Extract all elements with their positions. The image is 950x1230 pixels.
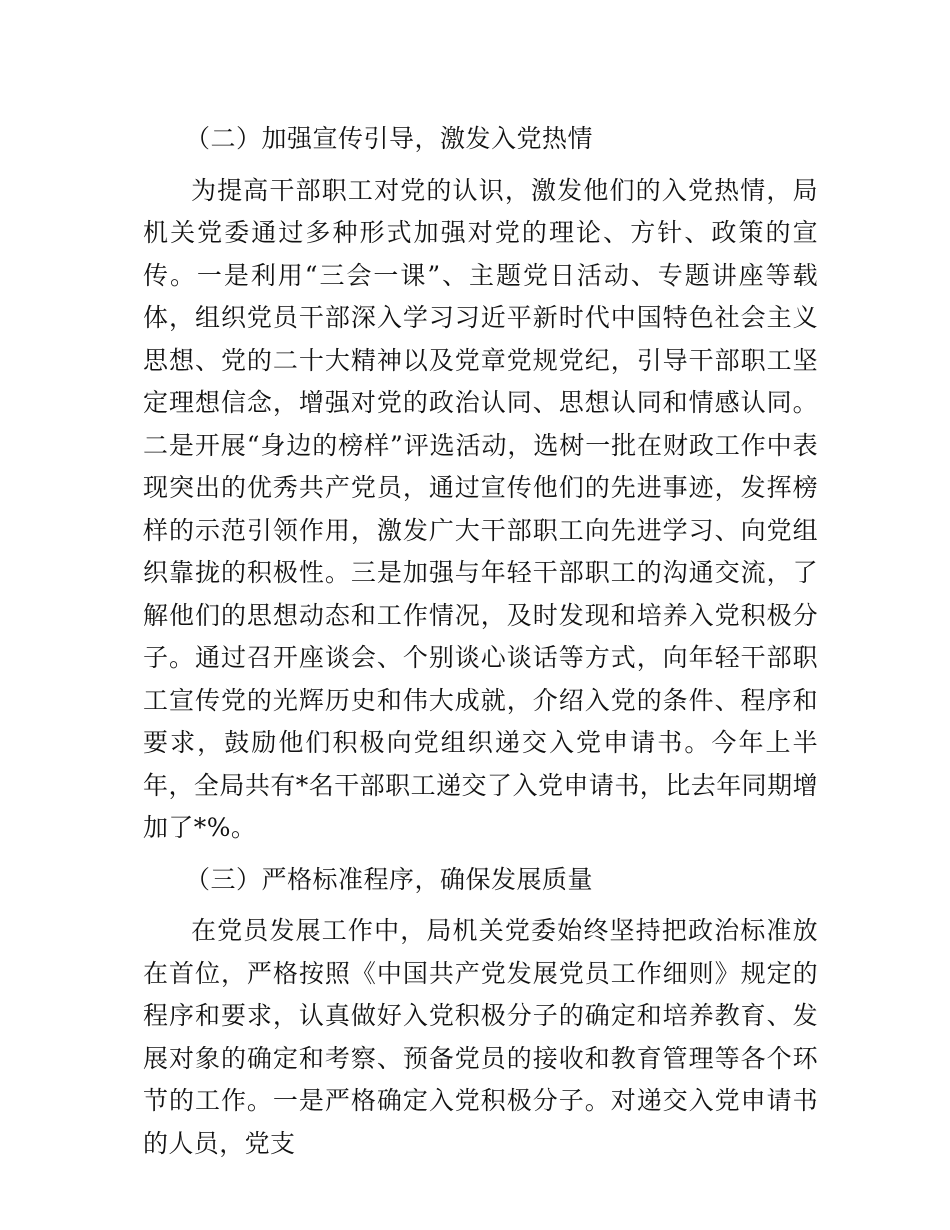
section-paragraph-2: 为提高干部职工对党的认识，激发他们的入党热情，局机关党委通过多种形式加强对党的理论、方针、政策的宣传。一是利用“三会一课”、主题党日活动、专题讲座等载体，组织党员干部深入学习习近平新时代中国特色社会主义思想、党的二十大精神以及党章党规党纪，引导干部职工坚定理想信念，增强对党的政治认同、思想认同和情感认同。二是开展“身边的榜样”评选活动，选树一批在财政工作中表现突出的优秀共产党员，通过宣传他们的先进事迹，发挥榜样的示范引领作用，激发广大干部职工向先进学习、向党组织靠拢的积极性。三是加强与年轻干部职工的沟通交流，了解他们的思想动态和工作情况，及时发现和培养入党积极分子。通过召开座谈会、个别谈心谈话等方式，向年轻干部职工宣传党的光辉历史和伟大成就，介绍入党的条件、程序和要求，鼓励他们积极向党组织递交入党申请书。今年上半年，全局共有*名干部职工递交了入党申请书，比去年同期增加了*%。 (143, 175, 818, 842)
section-paragraph-3: 在党员发展工作中，局机关党委始终坚持把政治标准放在首位，严格按照《中国共产党发展党员工作细则》规定的程序和要求，认真做好入党积极分子的确定和培养教育、发展对象的确定和考察、预备党员的接收和教育管理等各个环节的工作。一是严格确定入党积极分子。对递交入党申请书的人员，党支 (143, 916, 818, 1158)
section-heading-2: （二）加强宣传引导，激发入党热情 (185, 124, 594, 153)
document-body (143, 118, 818, 1174)
section-heading-3: （三）严格标准程序，确保发展质量 (185, 864, 594, 894)
